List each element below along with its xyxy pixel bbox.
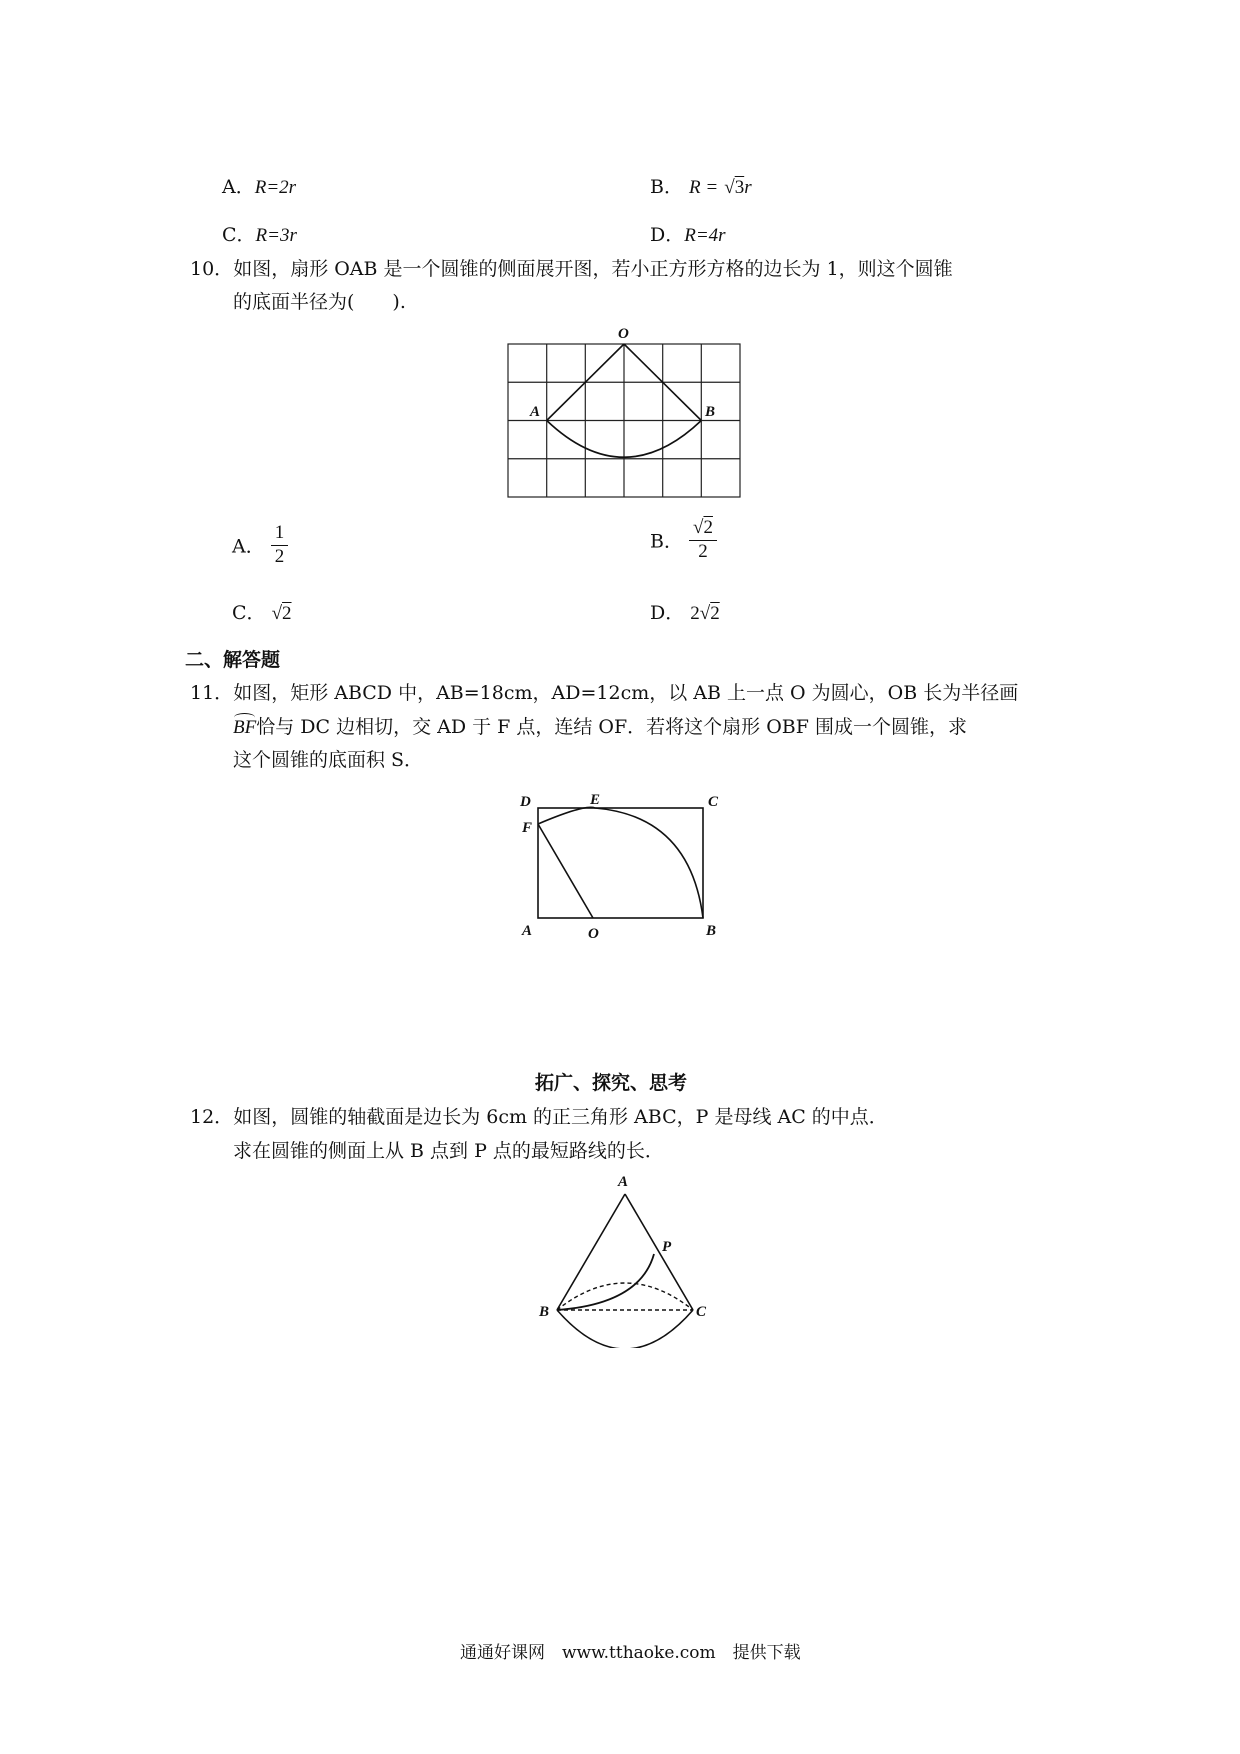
sqrt-symbol: √	[724, 177, 735, 198]
fraction	[271, 522, 289, 568]
option-label: A．	[222, 176, 255, 198]
question-number: 12．	[190, 1106, 234, 1128]
q9-option-d	[650, 220, 726, 247]
cone-outline	[557, 1194, 693, 1348]
denominator: 2	[698, 541, 708, 562]
q11-rectangle-figure	[510, 786, 730, 956]
numerator	[689, 517, 717, 541]
option-label: D．	[650, 224, 685, 246]
sqrt-symbol: √	[699, 603, 711, 624]
question-text: 恰与 DC 边相切，交 AD 于 F 点，连结 OF．若将这个扇形 OBF 围成一个圆锥，求	[256, 716, 967, 738]
label-a: A	[530, 404, 541, 420]
coefficient: 2	[690, 603, 700, 624]
footer-text: 通通好课网 www.tthaoke.com 提供下载	[460, 1643, 801, 1663]
q9-option-a	[222, 172, 296, 199]
label-a: A	[522, 923, 533, 939]
sqrt-symbol: √	[271, 603, 283, 624]
q10-line2: 的底面半径为( ).	[233, 291, 406, 313]
label-c: C	[696, 1304, 707, 1320]
label-e: E	[590, 792, 601, 808]
q10-option-b	[650, 517, 717, 563]
option-text: R=4r	[684, 225, 726, 246]
option-label: A．	[232, 535, 265, 558]
label-b: B	[706, 923, 717, 939]
denominator: 2	[274, 546, 285, 567]
q11-line3: 这个圆锥的底面积 S．	[233, 749, 424, 771]
q12-line2: 求在圆锥的侧面上从 B 点到 P 点的最短路线的长．	[233, 1140, 664, 1162]
label-b: B	[705, 404, 716, 420]
cone-hidden-lines	[557, 1283, 693, 1310]
option-label: D．	[650, 602, 685, 624]
sqrt-symbol: √	[693, 517, 704, 538]
arc-label: BF	[233, 717, 257, 738]
question-text: 如图，圆锥的轴截面是边长为 6cm 的正三角形 ABC，P 是母线 AC 的中点．	[233, 1106, 888, 1128]
q11-line1	[190, 678, 1018, 705]
option-label: C．	[222, 224, 256, 246]
fraction	[689, 517, 717, 563]
q10-option-c	[232, 598, 292, 625]
option-label: B．	[650, 530, 683, 553]
radicand: 2	[710, 603, 720, 624]
rectangle-abcd	[538, 808, 703, 918]
radicand: 2	[703, 517, 713, 538]
section-title: 二、解答题	[185, 649, 281, 671]
label-c: C	[708, 794, 719, 810]
label-o: O	[588, 926, 599, 942]
label-d: D	[520, 794, 531, 810]
grid-lines	[508, 344, 740, 497]
q9-option-b	[650, 172, 752, 199]
question-number: 11．	[190, 682, 234, 704]
numerator: 1	[271, 522, 289, 546]
q9-option-c	[222, 220, 297, 247]
label-o: O	[618, 326, 629, 342]
radicand: 2	[282, 603, 292, 624]
question-number: 10．	[190, 258, 234, 280]
q10-option-d	[650, 598, 720, 625]
question-text: 如图，矩形 ABCD 中，AB=18cm，AD=12cm，以 AB 上一点 O 为圆心，OB 长为半径画	[233, 682, 1019, 704]
label-p: P	[662, 1239, 672, 1255]
label-f: F	[522, 820, 533, 836]
sector-obf	[538, 807, 703, 918]
option-text: R=3r	[255, 225, 297, 246]
q10-line1	[190, 254, 953, 281]
option-text: R=2r	[254, 177, 297, 198]
q12-cone-figure	[530, 1168, 730, 1348]
q10-option-a	[232, 522, 288, 568]
q10-grid-figure	[500, 322, 750, 502]
q12-line1	[190, 1102, 888, 1129]
option-label: B．	[650, 176, 683, 198]
radicand: 3	[734, 177, 745, 198]
label-a: A	[618, 1174, 629, 1190]
section-title: 拓广、探究、思考	[535, 1072, 688, 1094]
label-b: B	[539, 1304, 550, 1320]
option-text: R =	[689, 177, 719, 198]
q11-line2	[233, 712, 967, 739]
question-text: 如图，扇形 OAB 是一个圆锥的侧面展开图，若小正方形方格的边长为 1，则这个圆锥	[233, 258, 953, 280]
option-label: C．	[232, 602, 266, 624]
option-text: r	[744, 177, 752, 198]
